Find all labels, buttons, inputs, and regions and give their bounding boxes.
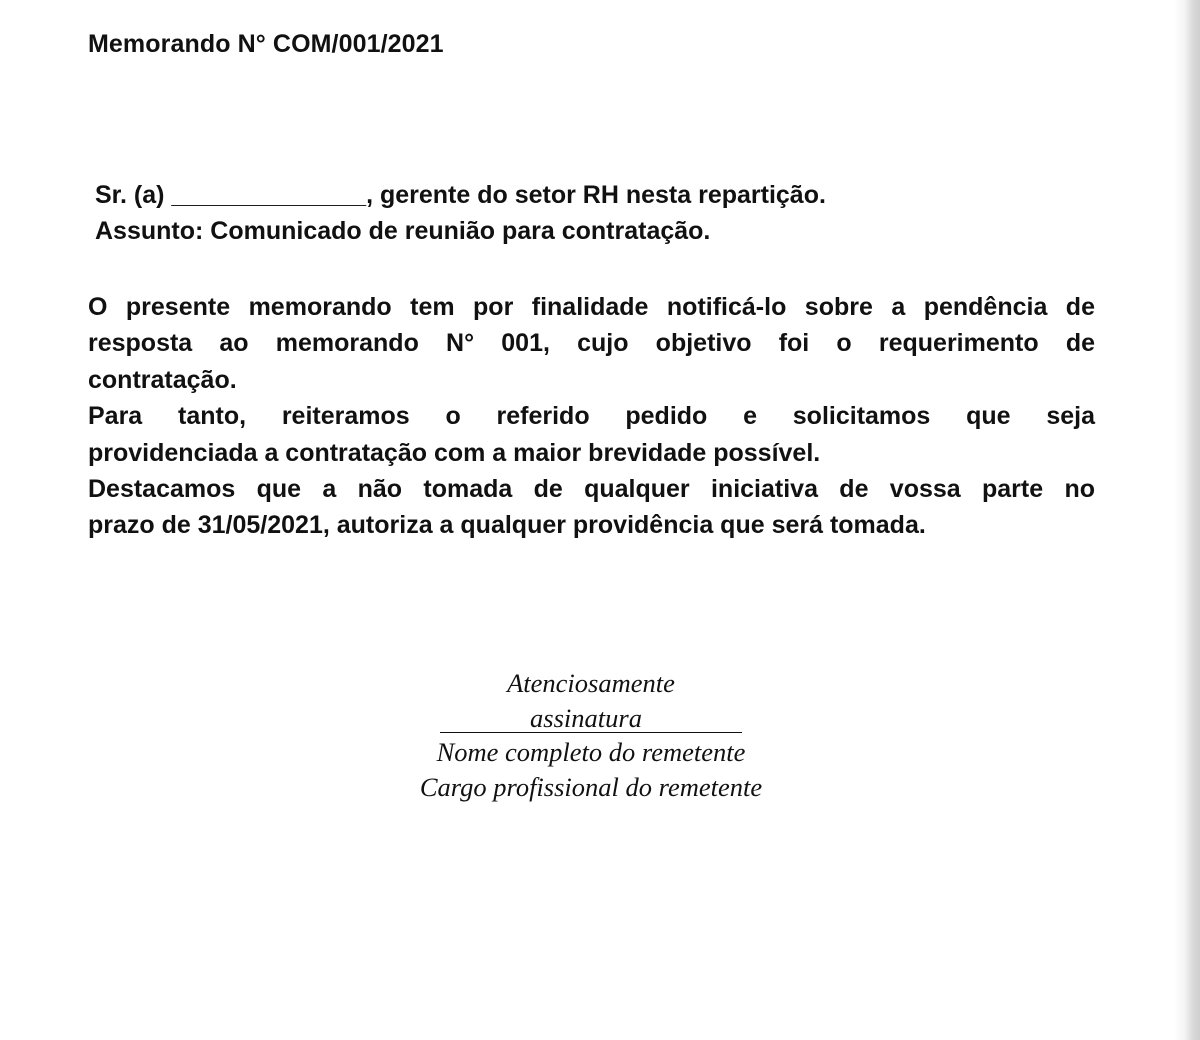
sender-role: Cargo profissional do remetente — [419, 771, 763, 802]
signature-line — [440, 704, 742, 733]
body-line: contratação. — [88, 365, 237, 394]
body-line: resposta ao memorando N° 001, cujo objetivo foi o requerimento de — [88, 329, 1095, 358]
signature-block — [0, 666, 1182, 804]
body-line: Para tanto, reiteramos o referido pedido e solicitamos que seja — [88, 402, 1095, 431]
memo-body — [88, 289, 1095, 544]
signature-line-row — [0, 701, 1182, 736]
page-edge-shadow — [1174, 0, 1200, 1040]
memo-subject: Assunto: Comunicado de reunião para contratação. — [95, 217, 711, 245]
memo-title: Memorando N° COM/001/2021 — [88, 30, 444, 58]
body-line: Destacamos que a não tomada de qualquer iniciativa de vossa parte no — [88, 475, 1095, 504]
body-line: prazo de 31/05/2021, autoriza a qualquer providência que será tomada. — [88, 511, 926, 540]
memo-addressee: Sr. (a) ______________, gerente do setor RH nesta repartição. — [95, 181, 826, 209]
closing-salutation: Atenciosamente — [507, 668, 675, 698]
body-line: O presente memorando tem por finalidade notificá-lo sobre a pendência de — [88, 293, 1095, 321]
sender-name: Nome completo do remetente — [436, 737, 746, 767]
body-line: providenciada a contratação com a maior brevidade possível. — [88, 438, 821, 467]
signature-label: assinatura — [530, 702, 642, 733]
